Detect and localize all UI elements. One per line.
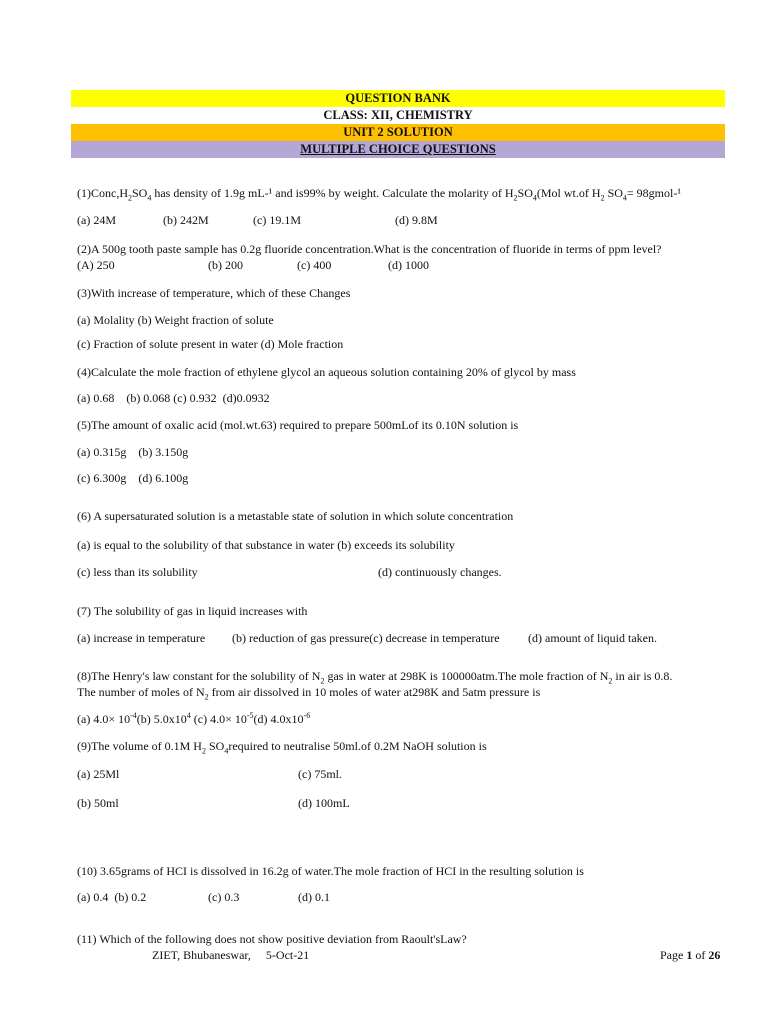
q8-sub-2: 2 — [608, 676, 613, 686]
q1-options — [77, 213, 727, 227]
q7-option-a: (a) increase in temperature — [77, 631, 206, 645]
q1-option-c: (c) 19.1M — [253, 213, 301, 227]
q2-option-a: (A) 250 — [77, 258, 115, 272]
q1-sub-3: 2 — [513, 193, 518, 203]
q8-option-c: (c) 4.0× 10 — [190, 712, 247, 726]
q5-options-cd: (c) 6.300g (d) 6.100g — [77, 471, 189, 485]
q9-options-ac — [77, 767, 727, 781]
question-4: (4)Calculate the mole fraction of ethylene glycol an aqueous solution containing 20% of glycol by mass — [77, 365, 576, 379]
q9-sub-2: 4 — [224, 746, 229, 756]
q1-text-4: SO — [517, 186, 533, 200]
q8-options — [77, 712, 310, 726]
page-label: Page — [660, 948, 687, 962]
title-class: CLASS: XII, CHEMISTRY — [71, 107, 725, 124]
q2-option-d: (d) 1000 — [388, 258, 429, 272]
q8-text-2: gas in water at 298K is 100000atm.The mole fraction of N — [324, 669, 609, 683]
q2-option-c: (c) 400 — [297, 258, 332, 272]
q6-option-d: (d) continuously changes. — [378, 565, 502, 579]
q6-option-c: (c) less than its solubility — [77, 565, 198, 579]
q2-option-b: (b) 200 — [208, 258, 243, 272]
q9-option-c: (c) 75ml. — [298, 767, 342, 781]
q8-text-4: The number of moles of N — [77, 685, 205, 699]
question-2: (2)A 500g tooth paste sample has 0.2g fluoride concentration.What is the concentration of fluoride in terms of ppm level? — [77, 242, 662, 256]
q7-option-bc: (b) reduction of gas pressure(c) decrease in temperature — [232, 631, 500, 645]
q1-sub-1: 2 — [128, 193, 132, 203]
q8-option-d: (d) 4.0x10 — [253, 712, 304, 726]
title-mcq: MULTIPLE CHOICE QUESTIONS — [71, 141, 725, 158]
q1-text-2: SO — [132, 186, 148, 200]
q9-text-3: required to neutralise 50ml.of 0.2M NaOH solution is — [228, 739, 487, 753]
q8-sub-3: 2 — [204, 692, 209, 702]
q1-option-d: (d) 9.8M — [395, 213, 438, 227]
q1-text-5: (Mol wt.of H — [536, 186, 601, 200]
q9-text-1: (9)The volume of 0.1M H — [77, 739, 202, 753]
q1-option-b: (b) 242M — [163, 213, 209, 227]
q10-option-c: (c) 0.3 — [208, 890, 240, 904]
q9-options-bd — [77, 796, 727, 810]
q3-options-ab: (a) Molality (b) Weight fraction of solute — [77, 313, 274, 327]
q1-text-1: (1)Conc,H — [77, 186, 128, 200]
page-of: of — [692, 948, 709, 962]
q6-options-ab: (a) is equal to the solubility of that substance in water (b) exceeds its solubility — [77, 538, 455, 552]
page-current: 1 — [686, 948, 693, 962]
q10-option-d: (d) 0.1 — [298, 890, 330, 904]
q7-option-d: (d) amount of liquid taken. — [528, 631, 657, 645]
q1-text-3: has density of 1.9g mL-¹ and is99% by weight. Calculate the molarity of H — [151, 186, 514, 200]
q9-text-2: SO — [205, 739, 225, 753]
q8-option-a: (a) 4.0× 10 — [77, 712, 131, 726]
q4-options: (a) 0.68 (b) 0.068 (c) 0.932 (d)0.0932 — [77, 391, 270, 405]
q6-options-cd — [77, 565, 727, 579]
q9-option-b: (b) 50ml — [77, 796, 119, 810]
q8-exp-c: -5 — [246, 711, 254, 720]
question-8-line-2 — [77, 685, 541, 702]
q1-sub-4: 4 — [532, 193, 537, 203]
q5-options-ab: (a) 0.315g (b) 3.150g — [77, 445, 189, 459]
q1-sub-5: 2 — [600, 193, 605, 203]
q8-text-1: (8)The Henry's law constant for the solubility of N — [77, 669, 321, 683]
q2-options — [77, 258, 727, 272]
q10-option-ab: (a) 0.4 (b) 0.2 — [77, 890, 147, 904]
q8-exp-a: -4 — [130, 711, 137, 720]
q10-options — [77, 890, 727, 904]
question-9 — [77, 739, 487, 756]
q8-option-b: (b) 5.0x10 — [136, 712, 187, 726]
page-total: 26 — [708, 948, 721, 962]
q8-text-5: from air dissolved in 10 moles of water at298K and 5atm pressure is — [208, 685, 541, 699]
q1-text-7: = 98gmol-¹ — [626, 186, 681, 200]
footer-page-number — [660, 948, 720, 963]
question-8-line-1 — [77, 669, 673, 686]
question-6: (6) A supersaturated solution is a metastable state of solution in which solute concentration — [77, 509, 514, 523]
footer-location-date: ZIET, Bhubaneswar, 5-Oct-21 — [152, 948, 310, 962]
q9-option-d: (d) 100mL — [298, 796, 350, 810]
q9-sub-1: 2 — [201, 746, 206, 756]
question-10: (10) 3.65grams of HCI is dissolved in 16.2g of water.The mole fraction of HCI in the resulting solution is — [77, 864, 584, 878]
question-7: (7) The solubility of gas in liquid increases with — [77, 604, 308, 618]
q1-sub-2: 4 — [147, 193, 152, 203]
question-1 — [77, 186, 681, 203]
q8-sub-1: 2 — [320, 676, 325, 686]
q1-option-a: (a) 24M — [77, 213, 116, 227]
q3-options-cd: (c) Fraction of solute present in water (d) Mole fraction — [77, 337, 344, 351]
q1-sub-6: 4 — [622, 193, 627, 203]
question-5: (5)The amount of oxalic acid (mol.wt.63) required to prepare 500mLof its 0.10N solution is — [77, 418, 519, 432]
q9-option-a: (a) 25Ml — [77, 767, 120, 781]
title-question-bank: QUESTION BANK — [71, 90, 725, 107]
question-3: (3)With increase of temperature, which of these Changes — [77, 286, 351, 300]
question-11: (11) Which of the following does not show positive deviation from Raoult'sLaw? — [77, 932, 467, 946]
q8-text-3: in air is 0.8. — [612, 669, 673, 683]
q7-options — [77, 631, 727, 645]
q1-text-6: SO — [604, 186, 623, 200]
q8-exp-b: 4 — [186, 711, 191, 720]
q8-exp-d: -6 — [303, 711, 311, 720]
title-unit: UNIT 2 SOLUTION — [71, 124, 725, 141]
